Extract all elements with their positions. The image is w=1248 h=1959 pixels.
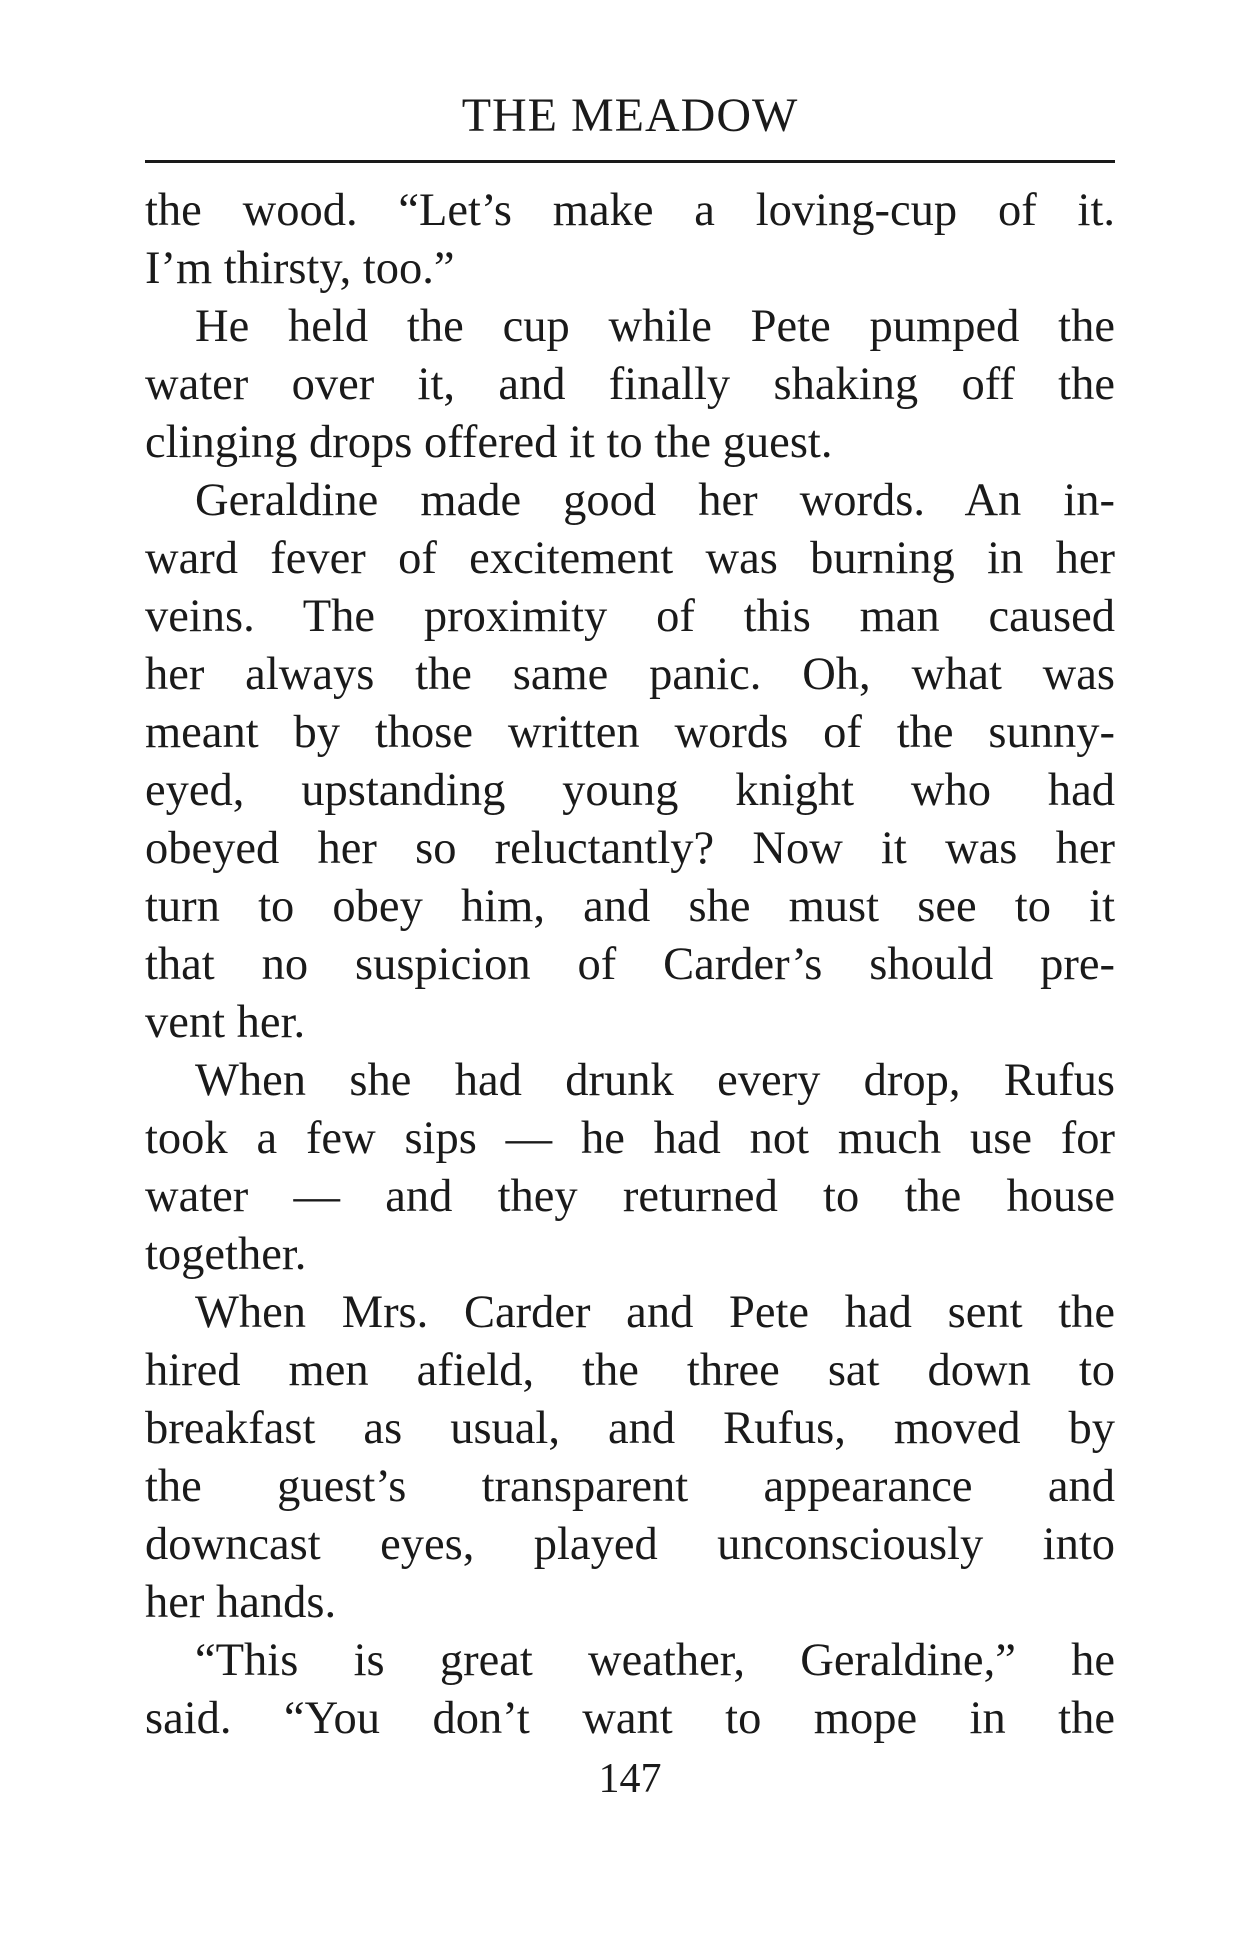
text-line: together. xyxy=(145,1229,307,1280)
text-line: her hands. xyxy=(145,1577,337,1628)
running-head: THE MEADOW xyxy=(461,89,799,142)
text-line: water — and they returned to the house xyxy=(145,1171,1115,1222)
body-text xyxy=(145,182,1115,1748)
text-line: veins. The proximity of this man caused xyxy=(145,591,1115,642)
text-line: When Mrs. Carder and Pete had sent the xyxy=(195,1287,1115,1338)
text-line: took a few sips — he had not much use for xyxy=(145,1113,1115,1164)
text-line: meant by those written words of the sunny- xyxy=(145,707,1115,758)
text-line: that no suspicion of Carder’s should pre- xyxy=(145,939,1115,990)
text-line: When she had drunk every drop, Rufus xyxy=(195,1055,1115,1106)
text-line: obeyed her so reluctantly? Now it was her xyxy=(145,823,1115,874)
text-line: clinging drops offered it to the guest. xyxy=(145,417,833,468)
text-line: Geraldine made good her words. An in- xyxy=(195,475,1115,526)
text-line: ward fever of excitement was burning in her xyxy=(145,533,1115,584)
text-line: I’m thirsty, too.” xyxy=(145,243,455,294)
text-line: eyed, upstanding young knight who had xyxy=(145,765,1115,816)
text-line: turn to obey him, and she must see to it xyxy=(145,881,1115,932)
text-line: her always the same panic. Oh, what was xyxy=(145,649,1115,700)
text-line: the guest’s transparent appearance and xyxy=(145,1461,1115,1512)
text-line: water over it, and finally shaking off the xyxy=(145,359,1115,410)
text-line: vent her. xyxy=(145,997,306,1048)
text-line: “This is great weather, Geraldine,” he xyxy=(195,1635,1115,1686)
text-line: the wood. “Let’s make a loving-cup of it. xyxy=(145,185,1115,236)
text-line: hired men afield, the three sat down to xyxy=(145,1345,1115,1396)
text-line: said. “You don’t want to mope in the xyxy=(145,1693,1115,1744)
text-line: downcast eyes, played unconsciously into xyxy=(145,1519,1115,1570)
text-line: He held the cup while Pete pumped the xyxy=(195,301,1115,352)
text-line: breakfast as usual, and Rufus, moved by xyxy=(145,1403,1115,1454)
header-rule xyxy=(145,160,1115,163)
page-number: 147 xyxy=(598,1756,662,1802)
